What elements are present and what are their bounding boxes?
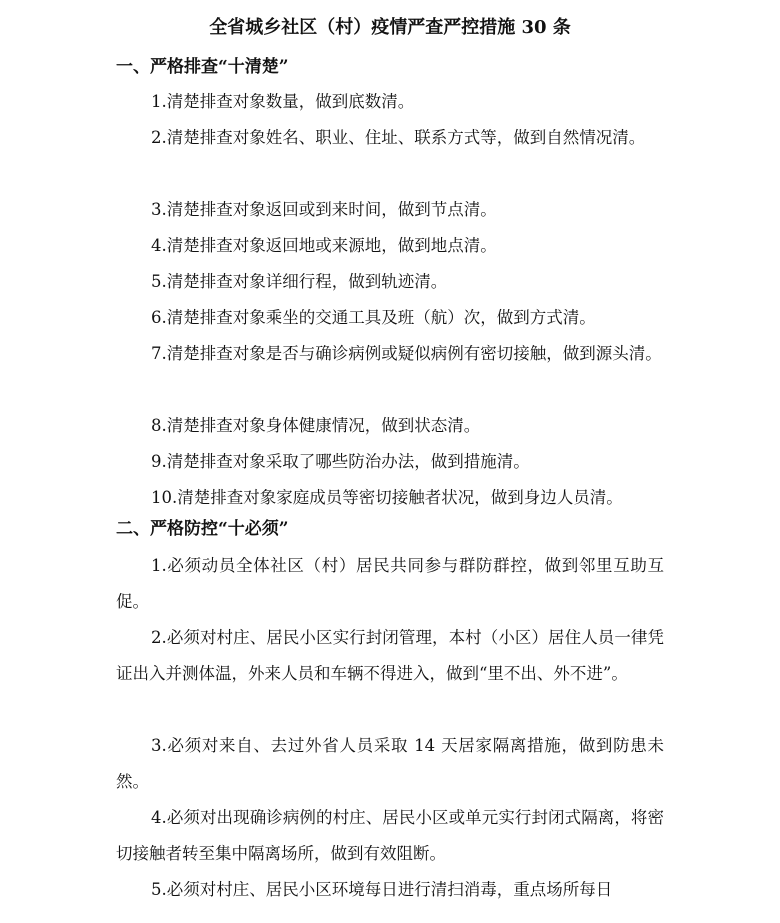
list-item: 4.必须对出现确诊病例的村庄、居民小区或单元实行封闭式隔离，将密切接触者转至集中隔离场所，做到有效阻断。 [116, 808, 664, 863]
list-item: 4.清楚排查对象返回地或来源地，做到地点清。 [151, 236, 497, 255]
list-item: 5.必须对村庄、居民小区环境每日进行清扫消毒，重点场所每日 [151, 880, 613, 899]
list-item: 3.必须对来自、去过外省人员采取 14 天居家隔离措施，做到防患未然。 [116, 736, 664, 791]
list-item: 5.清楚排查对象详细行程，做到轨迹清。 [151, 272, 448, 291]
list-item: 9.清楚排查对象采取了哪些防治办法，做到措施清。 [151, 452, 530, 471]
list-item: 2.必须对村庄、居民小区实行封闭管理，本村（小区）居住人员一律凭证出入并测体温，外来人员和车辆不得进入，做到“里不出、外不进”。 [116, 628, 664, 683]
list-item: 1.必须动员全体社区（村）居民共同参与群防群控，做到邻里互助互促。 [116, 556, 664, 611]
section-heading: 一、严格排查“十清楚” [116, 57, 289, 77]
list-item: 3.清楚排查对象返回或到来时间，做到节点清。 [151, 200, 497, 219]
list-item: 2.清楚排查对象姓名、职业、住址、联系方式等，做到自然情况清。 [151, 128, 646, 147]
section-heading: 二、严格防控“十必须” [116, 519, 289, 539]
list-item: 10.清楚排查对象家庭成员等密切接触者状况，做到身边人员清。 [151, 488, 623, 507]
list-item: 1.清楚排查对象数量，做到底数清。 [151, 92, 415, 111]
document-title: 全省城乡社区（村）疫情严查严控措施 30 条 [209, 17, 571, 38]
list-item: 7.清楚排查对象是否与确诊病例或疑似病例有密切接触，做到源头清。 [151, 344, 662, 363]
list-item: 6.清楚排查对象乘坐的交通工具及班（航）次，做到方式清。 [151, 308, 596, 327]
list-item: 8.清楚排查对象身体健康情况，做到状态清。 [151, 416, 481, 435]
